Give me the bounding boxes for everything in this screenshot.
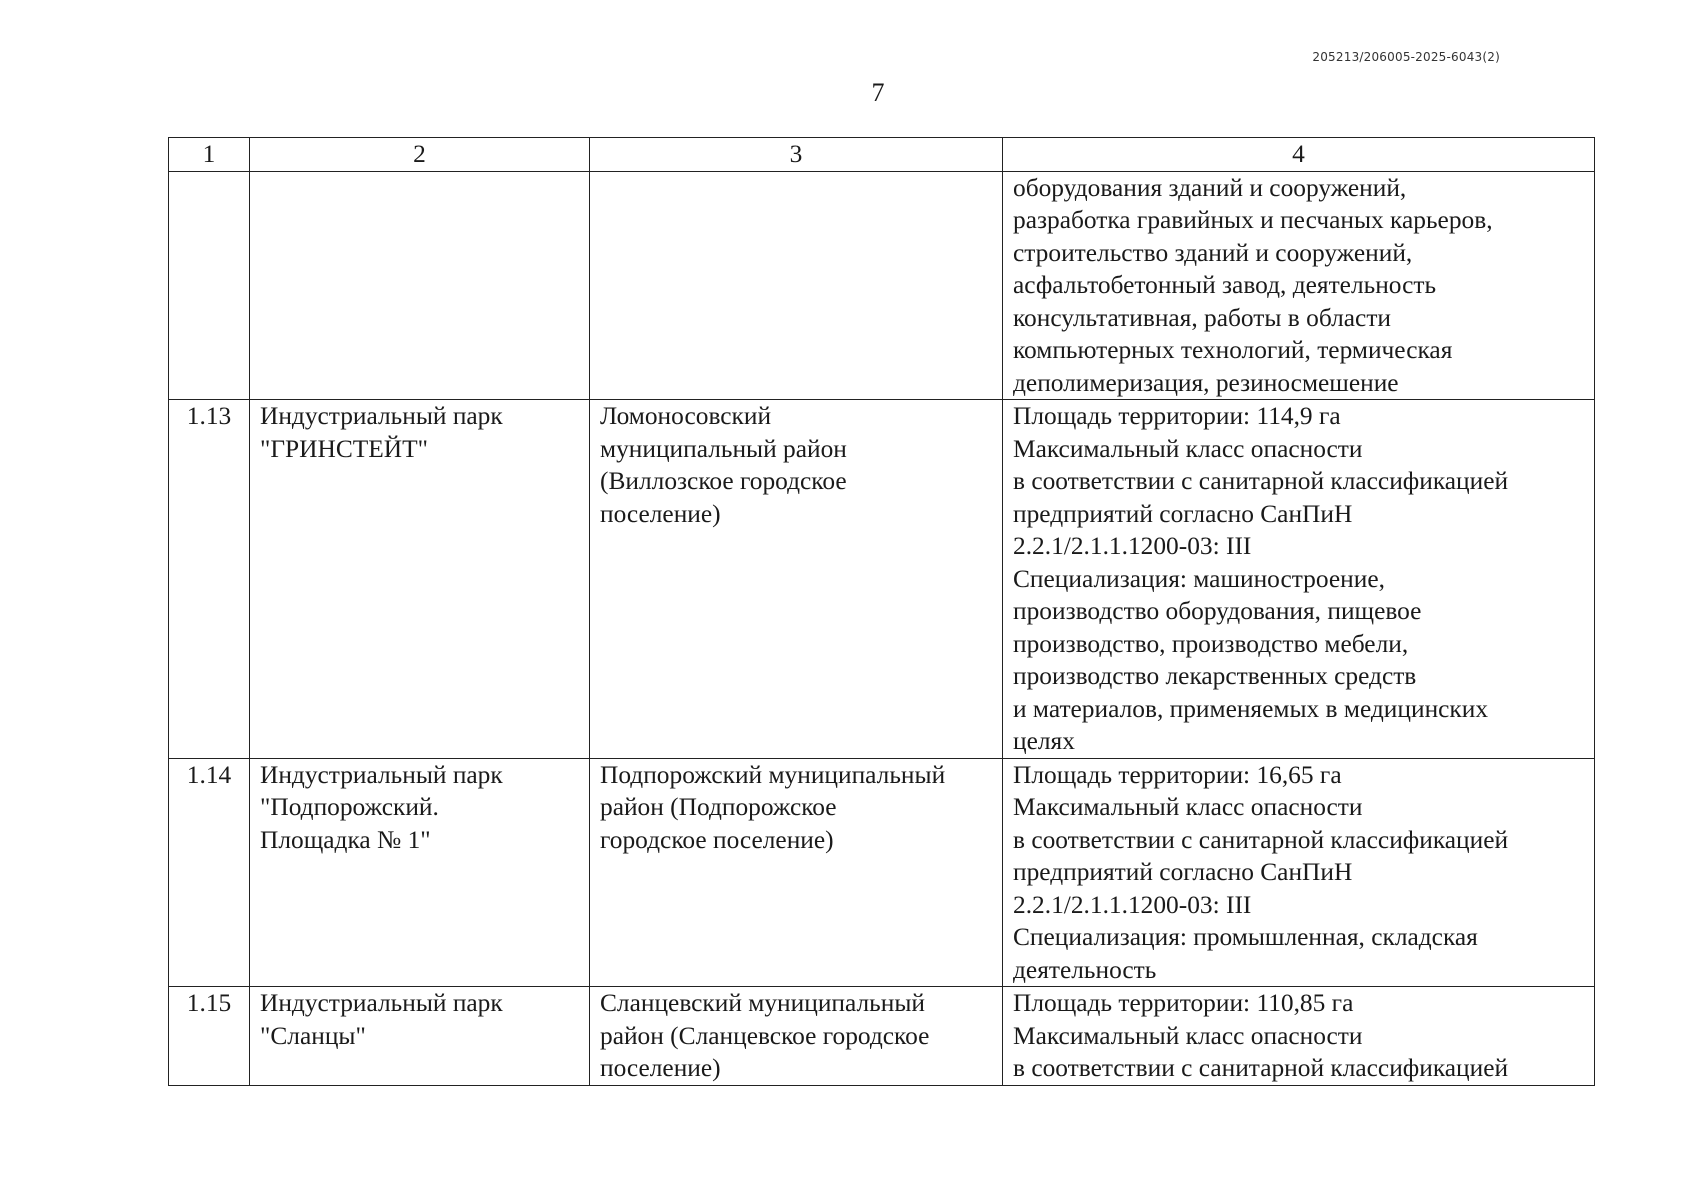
- header-row: [169, 138, 1595, 172]
- cell-text-line: район (Подпорожское: [600, 793, 837, 821]
- cell-text-line: Максимальный класс опасности: [1013, 434, 1363, 463]
- table-row: [169, 987, 1595, 1086]
- cell-text-line: производство оборудования, пищевое: [1013, 597, 1422, 625]
- cell-text-line: Специализация: промышленная, складская: [1013, 923, 1478, 951]
- cell-text-line: строительство зданий и сооружений,: [1013, 238, 1413, 267]
- cell-text-line: "ГРИНСТЕЙТ": [260, 434, 429, 463]
- column-header: 2: [250, 138, 590, 172]
- column-header: 4: [1003, 138, 1595, 172]
- cell-text-line: целях: [1013, 727, 1075, 755]
- cell-text-line: Ломоносовский: [600, 402, 772, 430]
- cell-text-line: производство, производство мебели,: [1013, 629, 1409, 658]
- cell-text-line: в соответствии с санитарной классификацией: [1013, 467, 1509, 495]
- cell-text-line: деполимеризация, резиносмешение: [1013, 368, 1399, 397]
- cell-text-line: Индустриальный парк: [260, 402, 503, 430]
- table-row: [169, 400, 1595, 759]
- cell-text-line: Площадь территории: 16,65 га: [1013, 760, 1342, 789]
- row-number-cell: 1.14: [169, 758, 250, 987]
- cell-text-line: разработка гравийных и песчаных карьеров,: [1013, 206, 1493, 234]
- description-cell: [1003, 400, 1595, 759]
- column-header: 1: [169, 138, 250, 172]
- cell-text-line: 2.2.1/2.1.1.1200-03: III: [1013, 890, 1252, 919]
- cell-text-line: Площадка № 1": [260, 825, 431, 854]
- description-cell: [1003, 171, 1595, 400]
- cell-text-line: "Сланцы": [260, 1021, 366, 1050]
- cell-text-line: предприятий согласно СанПиН: [1013, 499, 1353, 528]
- row-number-cell: [169, 171, 250, 400]
- cell-text-line: и материалов, применяемых в медицинских: [1013, 694, 1489, 723]
- cell-text-line: асфальтобетонный завод, деятельность: [1013, 271, 1437, 299]
- registry-table: [168, 137, 1595, 1086]
- cell-text-line: деятельность: [1013, 955, 1157, 984]
- cell-text-line: Подпорожский муниципальный: [600, 760, 946, 789]
- cell-text-line: Индустриальный парк: [260, 989, 503, 1017]
- cell-text-line: производство лекарственных средств: [1013, 662, 1417, 690]
- continuation-row: [169, 171, 1595, 400]
- cell-text-line: предприятий согласно СанПиН: [1013, 858, 1353, 886]
- location-cell: [590, 171, 1003, 400]
- cell-text-line: поселение): [600, 1054, 721, 1082]
- cell-text-line: Максимальный класс опасности: [1013, 793, 1363, 821]
- cell-text-line: "Подпорожский.: [260, 793, 439, 821]
- row-number-cell: 1.15: [169, 987, 250, 1086]
- location-cell: [590, 758, 1003, 987]
- name-cell: [250, 987, 590, 1086]
- cell-text-line: Индустриальный парк: [260, 760, 503, 789]
- page-number: 7: [871, 78, 885, 107]
- cell-text-line: городское поселение): [600, 825, 834, 854]
- description-cell: [1003, 987, 1595, 1086]
- cell-text-line: 2.2.1/2.1.1.1200-03: III: [1013, 532, 1252, 560]
- description-cell: [1003, 758, 1595, 987]
- document-id: 205213/206005-2025-6043(2): [1312, 50, 1500, 64]
- cell-text-line: компьютерных технологий, термическая: [1013, 336, 1453, 364]
- row-number-cell: 1.13: [169, 400, 250, 759]
- name-cell: [250, 171, 590, 400]
- cell-text-line: поселение): [600, 499, 721, 528]
- location-cell: [590, 400, 1003, 759]
- cell-text-line: оборудования зданий и сооружений,: [1013, 173, 1407, 202]
- cell-text-line: в соответствии с санитарной классификацией: [1013, 825, 1509, 854]
- cell-text-line: консультативная, работы в области: [1013, 303, 1392, 332]
- table-row: [169, 758, 1595, 987]
- cell-text-line: район (Сланцевское городское: [600, 1021, 930, 1050]
- name-cell: [250, 758, 590, 987]
- cell-text-line: в соответствии с санитарной классификацией: [1013, 1054, 1509, 1082]
- cell-text-line: Площадь территории: 114,9 га: [1013, 402, 1341, 430]
- cell-text-line: Площадь территории: 110,85 га: [1013, 989, 1354, 1017]
- column-header: 3: [590, 138, 1003, 172]
- cell-text-line: Специализация: машиностроение,: [1013, 564, 1385, 593]
- cell-text-line: Максимальный класс опасности: [1013, 1021, 1363, 1050]
- location-cell: [590, 987, 1003, 1086]
- cell-text-line: Сланцевский муниципальный: [600, 989, 925, 1017]
- name-cell: [250, 400, 590, 759]
- cell-text-line: муниципальный район: [600, 434, 847, 463]
- cell-text-line: (Виллозское городское: [600, 467, 847, 495]
